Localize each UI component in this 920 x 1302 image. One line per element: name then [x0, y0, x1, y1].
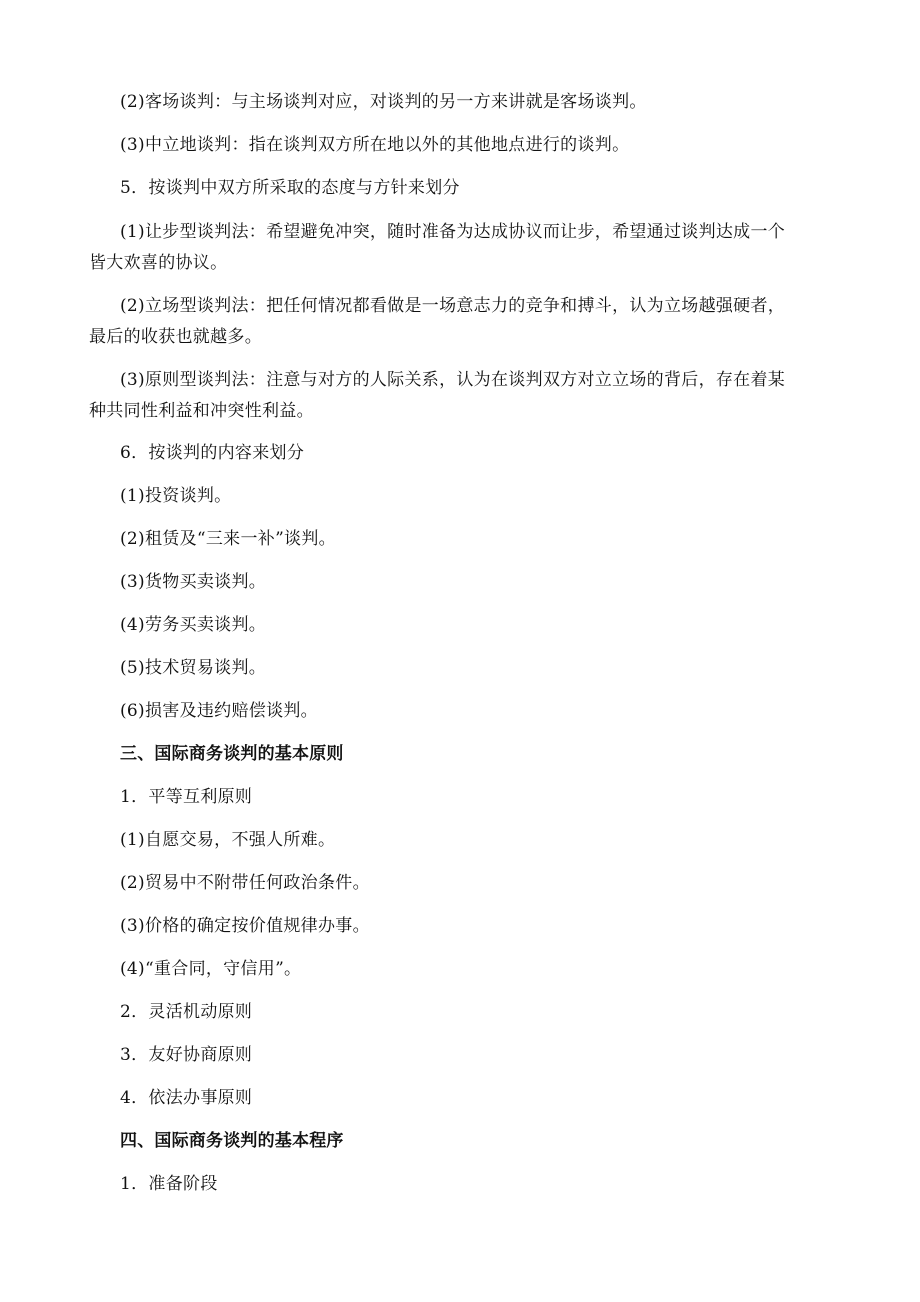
paragraph-position-type-line1: (2)立场型谈判法：把任何情况都看做是一场意志力的竞争和搏斗，认为立场越强硬者，	[120, 296, 786, 316]
list-item-leasing: (2)租赁及“三来一补”谈判。	[120, 529, 336, 549]
subheading-preparation-stage: 1．准备阶段	[120, 1174, 218, 1194]
paragraph-principle-type-line1: (3)原则型谈判法：注意与对方的人际关系，认为在谈判双方对立立场的背后，存在着某	[120, 370, 786, 390]
paragraph-away-negotiation: (2)客场谈判：与主场谈判对应，对谈判的另一方来讲就是客场谈判。	[120, 92, 647, 112]
list-item-technology-trade: (5)技术贸易谈判。	[120, 658, 267, 678]
section-heading-basic-principles: 三、国际商务谈判的基本原则	[120, 744, 344, 764]
subheading-attitude-classification: 5．按谈判中双方所采取的态度与方针来划分	[120, 178, 460, 198]
list-item-honor-contracts: (4)“重合同，守信用”。	[120, 959, 302, 979]
list-item-price-by-value-law: (3)价格的确定按价值规律办事。	[120, 916, 370, 936]
subheading-equality-mutual-benefit: 1．平等互利原则	[120, 787, 253, 807]
section-heading-basic-procedure: 四、国际商务谈判的基本程序	[120, 1131, 344, 1151]
list-item-voluntary-trade: (1)自愿交易，不强人所难。	[120, 830, 336, 850]
paragraph-concession-type-line2: 皆大欢喜的协议。	[89, 253, 228, 273]
subheading-flexibility: 2．灵活机动原则	[120, 1002, 253, 1022]
subheading-content-classification: 6．按谈判的内容来划分	[120, 443, 305, 463]
subheading-act-by-law: 4．依法办事原则	[120, 1088, 253, 1108]
paragraph-neutral-negotiation: (3)中立地谈判：指在谈判双方所在地以外的其他地点进行的谈判。	[120, 135, 630, 155]
list-item-labor-trade: (4)劳务买卖谈判。	[120, 615, 267, 635]
paragraph-concession-type-line1: (1)让步型谈判法：希望避免冲突，随时准备为达成协议而让步，希望通过谈判达成一个	[120, 222, 786, 242]
paragraph-position-type-line2: 最后的收获也就越多。	[89, 327, 262, 347]
subheading-friendly-consultation: 3．友好协商原则	[120, 1045, 253, 1065]
list-item-no-political-conditions: (2)贸易中不附带任何政治条件。	[120, 873, 370, 893]
list-item-damage-compensation: (6)损害及违约赔偿谈判。	[120, 701, 318, 721]
paragraph-principle-type-line2: 种共同性利益和冲突性利益。	[89, 401, 314, 421]
list-item-goods-trade: (3)货物买卖谈判。	[120, 572, 267, 592]
list-item-investment: (1)投资谈判。	[120, 486, 232, 506]
